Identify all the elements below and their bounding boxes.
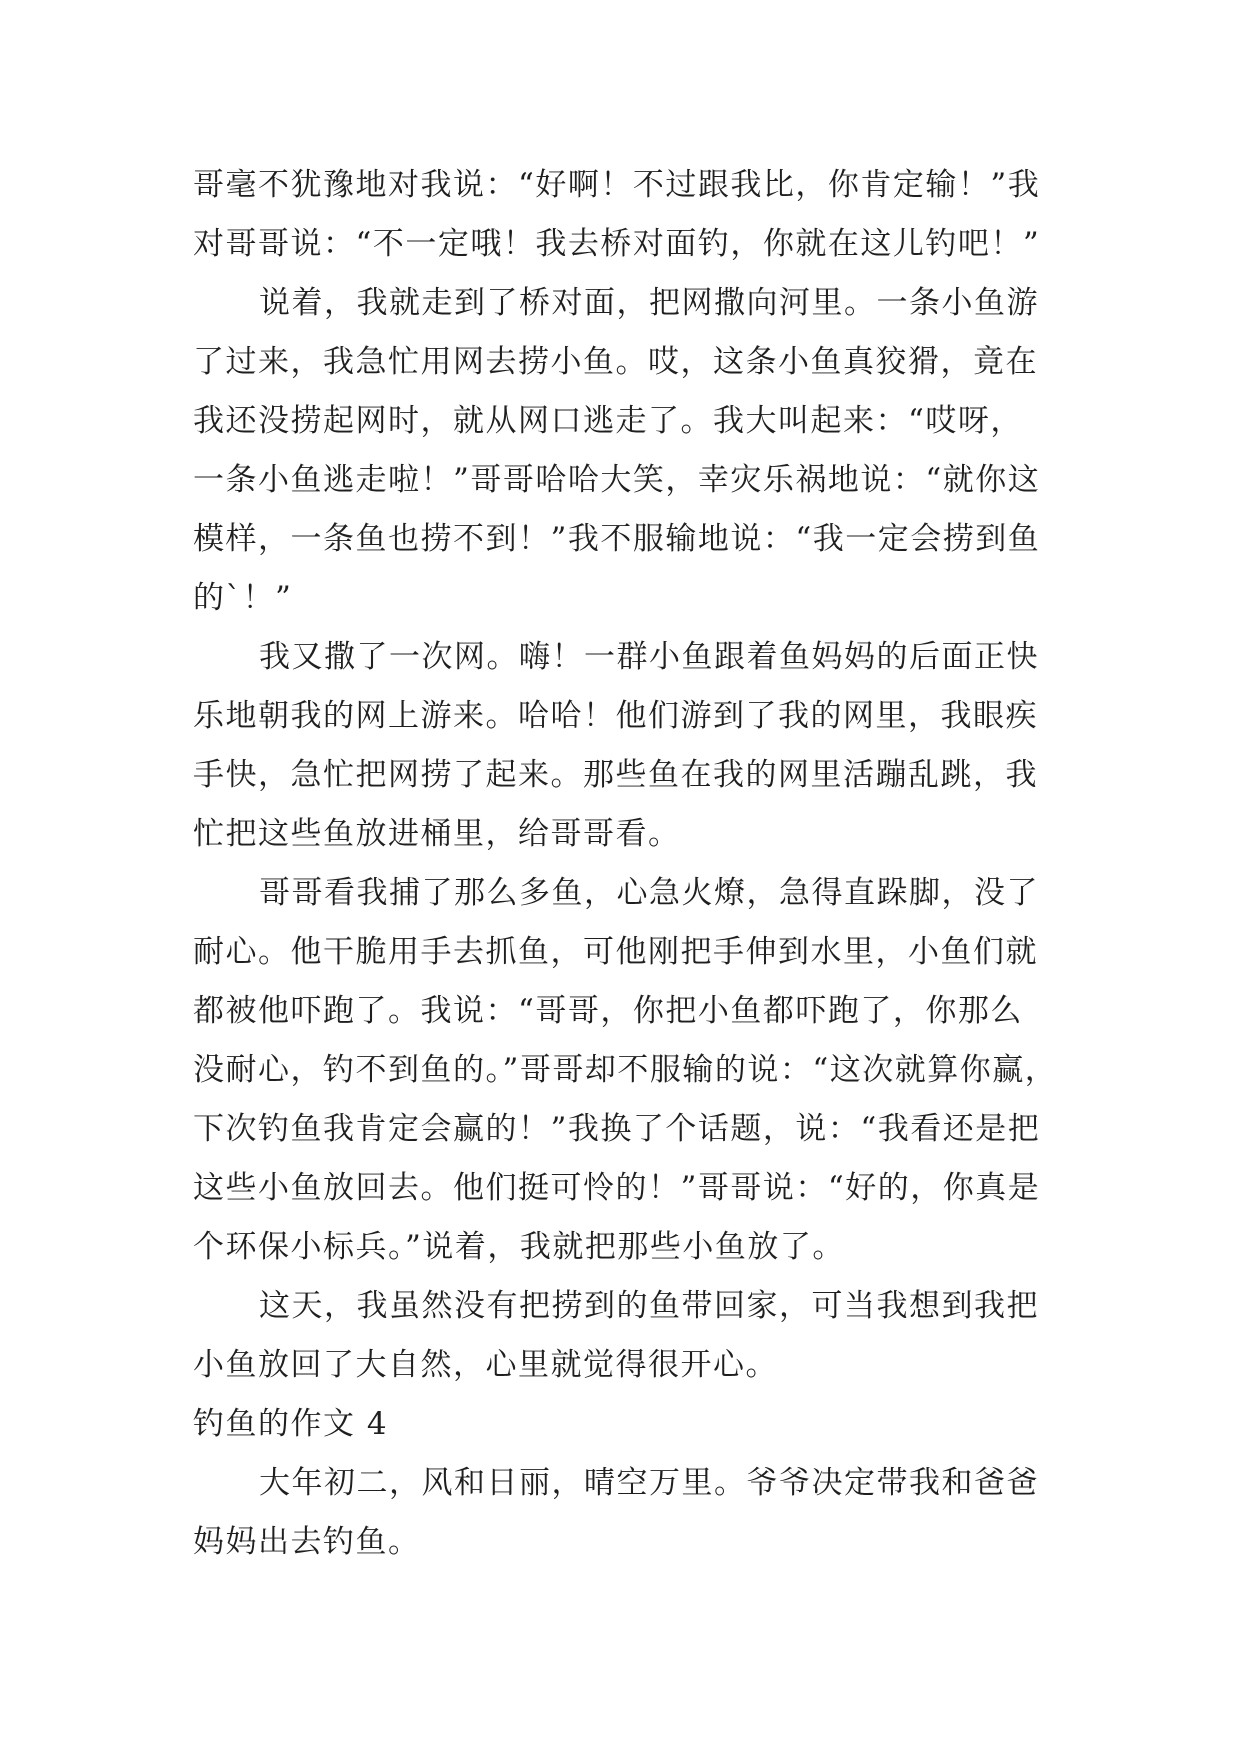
text-line: 我还没捞起网时，就从网口逃走了。我大叫起来：“哎呀，: [193, 403, 1023, 439]
text-line: 的`！”: [193, 580, 293, 616]
paragraph: [193, 1454, 1053, 1572]
text-line: 这些小鱼放回去。他们挺可怜的！”哥哥说：“好的，你真是: [193, 1170, 1041, 1206]
section-heading: 钓鱼的作文 4: [193, 1406, 389, 1442]
text-line: 没耐心，钓不到鱼的。”哥哥却不服输的说：“这次就算你赢，: [193, 1052, 1058, 1088]
text-line: 个环保小标兵。”说着，我就把那些小鱼放了。: [193, 1229, 845, 1265]
text-line: 小鱼放回了大自然，心里就觉得很开心。: [193, 1347, 778, 1383]
text-line: 模样，一条鱼也捞不到！”我不服输地说：“我一定会捞到鱼: [193, 521, 1041, 557]
text-line: 一条小鱼逃走啦！”哥哥哈哈大笑，幸灾乐祸地说：“就你这: [193, 462, 1041, 498]
text-line: 我又撒了一次网。嗨！一群小鱼跟着鱼妈妈的后面正快: [259, 639, 1039, 675]
paragraph: [193, 1277, 1053, 1395]
text-line: 忙把这些鱼放进桶里，给哥哥看。: [193, 816, 681, 852]
paragraph: [193, 274, 1053, 628]
text-line: 手快，急忙把网捞了起来。那些鱼在我的网里活蹦乱跳，我: [193, 757, 1038, 793]
text-line: 乐地朝我的网上游来。哈哈！他们游到了我的网里，我眼疾: [193, 698, 1038, 734]
paragraph: [193, 628, 1053, 864]
text-line: 对哥哥说：“不一定哦！我去桥对面钓，你就在这儿钓吧！”: [193, 226, 1041, 262]
text-line: 了过来，我急忙用网去捞小鱼。哎，这条小鱼真狡猾，竟在: [193, 344, 1038, 380]
document-page: [193, 156, 1058, 1572]
paragraph: [193, 156, 1053, 274]
text-line: 哥哥看我捕了那么多鱼，心急火燎，急得直跺脚，没了: [259, 875, 1039, 911]
text-line: 妈妈出去钓鱼。: [193, 1524, 421, 1560]
text-line: 耐心。他干脆用手去抓鱼，可他刚把手伸到水里，小鱼们就: [193, 934, 1038, 970]
text-line: 哥毫不犹豫地对我说：“好啊！不过跟我比，你肯定输！”我: [193, 167, 1041, 203]
text-line: 这天，我虽然没有把捞到的鱼带回家，可当我想到我把: [259, 1288, 1039, 1324]
text-line: 说着，我就走到了桥对面，把网撒向河里。一条小鱼游: [259, 285, 1039, 321]
text-line: 大年初二，风和日丽，晴空万里。爷爷决定带我和爸爸: [259, 1465, 1039, 1501]
paragraph: [193, 864, 1058, 1277]
text-line: 都被他吓跑了。我说：“哥哥，你把小鱼都吓跑了，你那么: [193, 993, 1023, 1029]
text-line: 下次钓鱼我肯定会赢的！”我换了个话题，说：“我看还是把: [193, 1111, 1041, 1147]
